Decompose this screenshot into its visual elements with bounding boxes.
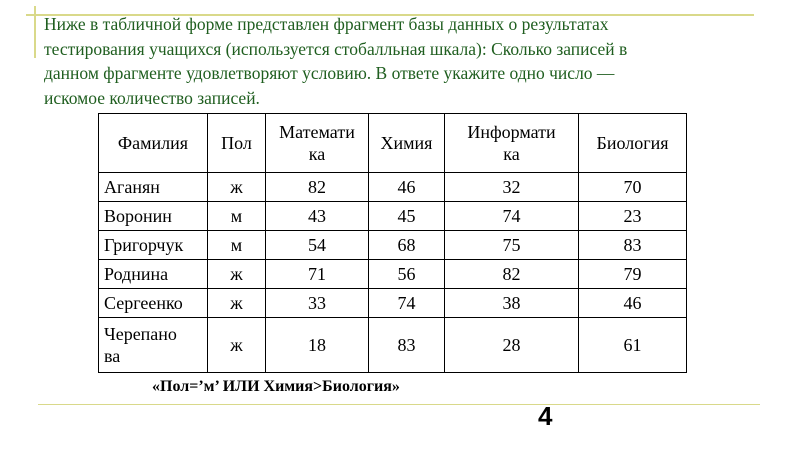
header-informatics-line: ка [503, 144, 520, 164]
header-informatics-line: Информати [467, 122, 556, 142]
table-row [99, 260, 687, 289]
header-biology: Биология [579, 114, 687, 173]
answer-value: 4 [538, 401, 553, 431]
cell-surname: Сергеенко [99, 289, 208, 318]
table-row [99, 173, 687, 202]
cell-biology: 83 [579, 231, 687, 260]
table-row [99, 231, 687, 260]
cell-surname: Воронин [99, 202, 208, 231]
cell-gender: м [208, 202, 266, 231]
cell-chemistry: 46 [369, 173, 445, 202]
cell-chemistry: 56 [369, 260, 445, 289]
cell-biology: 61 [579, 318, 687, 373]
cell-biology: 79 [579, 260, 687, 289]
table-row [99, 289, 687, 318]
cell-informatics: 74 [445, 202, 579, 231]
cell-gender: ж [208, 318, 266, 373]
question-text [44, 12, 754, 110]
cell-surname-line: ва [104, 346, 121, 366]
cell-informatics: 38 [445, 289, 579, 318]
header-gender: Пол [208, 114, 266, 173]
cell-surname-line: Черепано [104, 324, 177, 344]
student-results-table [98, 113, 687, 373]
table-header-row [99, 114, 687, 173]
cell-informatics: 28 [445, 318, 579, 373]
cell-gender: ж [208, 173, 266, 202]
cell-chemistry: 74 [369, 289, 445, 318]
cell-math: 54 [266, 231, 369, 260]
cell-informatics: 75 [445, 231, 579, 260]
table-row [99, 202, 687, 231]
bottom-decorative-rule [38, 404, 760, 405]
header-informatics [445, 114, 579, 173]
question-line: данном фрагменте удовлетворяют условию. В ответе укажите одно число — [44, 63, 615, 83]
cell-math: 43 [266, 202, 369, 231]
question-line: тестирования учащихся (используется стобалльная шкала): Сколько записей в [44, 38, 628, 59]
question-line: Ниже в табличной форме представлен фрагмент базы данных о результатах [44, 14, 609, 34]
cell-surname: Роднина [99, 260, 208, 289]
header-math-line: ка [308, 144, 326, 164]
cell-surname: Григорчук [99, 231, 208, 260]
cell-informatics: 82 [445, 260, 579, 289]
cell-gender: ж [208, 260, 266, 289]
header-math-line: Математи [279, 122, 355, 142]
header-math [266, 114, 369, 173]
cell-surname: Аганян [99, 173, 208, 202]
header-chemistry: Химия [369, 114, 445, 173]
cell-math: 33 [266, 289, 369, 318]
cell-gender: м [208, 231, 266, 260]
condition-text: «Пол=’м’ ИЛИ Химия>Биология» [152, 378, 400, 395]
cell-chemistry: 45 [369, 202, 445, 231]
question-line: искомое количество записей. [44, 87, 260, 108]
cell-math: 71 [266, 260, 369, 289]
cell-chemistry: 68 [369, 231, 445, 260]
cell-biology: 46 [579, 289, 687, 318]
cell-math: 82 [266, 173, 369, 202]
cell-biology: 70 [579, 173, 687, 202]
cell-chemistry: 83 [369, 318, 445, 373]
cell-informatics: 32 [445, 173, 579, 202]
cell-biology: 23 [579, 202, 687, 231]
cell-surname [99, 318, 208, 373]
header-surname: Фамилия [99, 114, 208, 173]
cell-math: 18 [266, 318, 369, 373]
cell-gender: ж [208, 289, 266, 318]
table-row [99, 318, 687, 373]
left-decorative-rule [34, 6, 36, 58]
